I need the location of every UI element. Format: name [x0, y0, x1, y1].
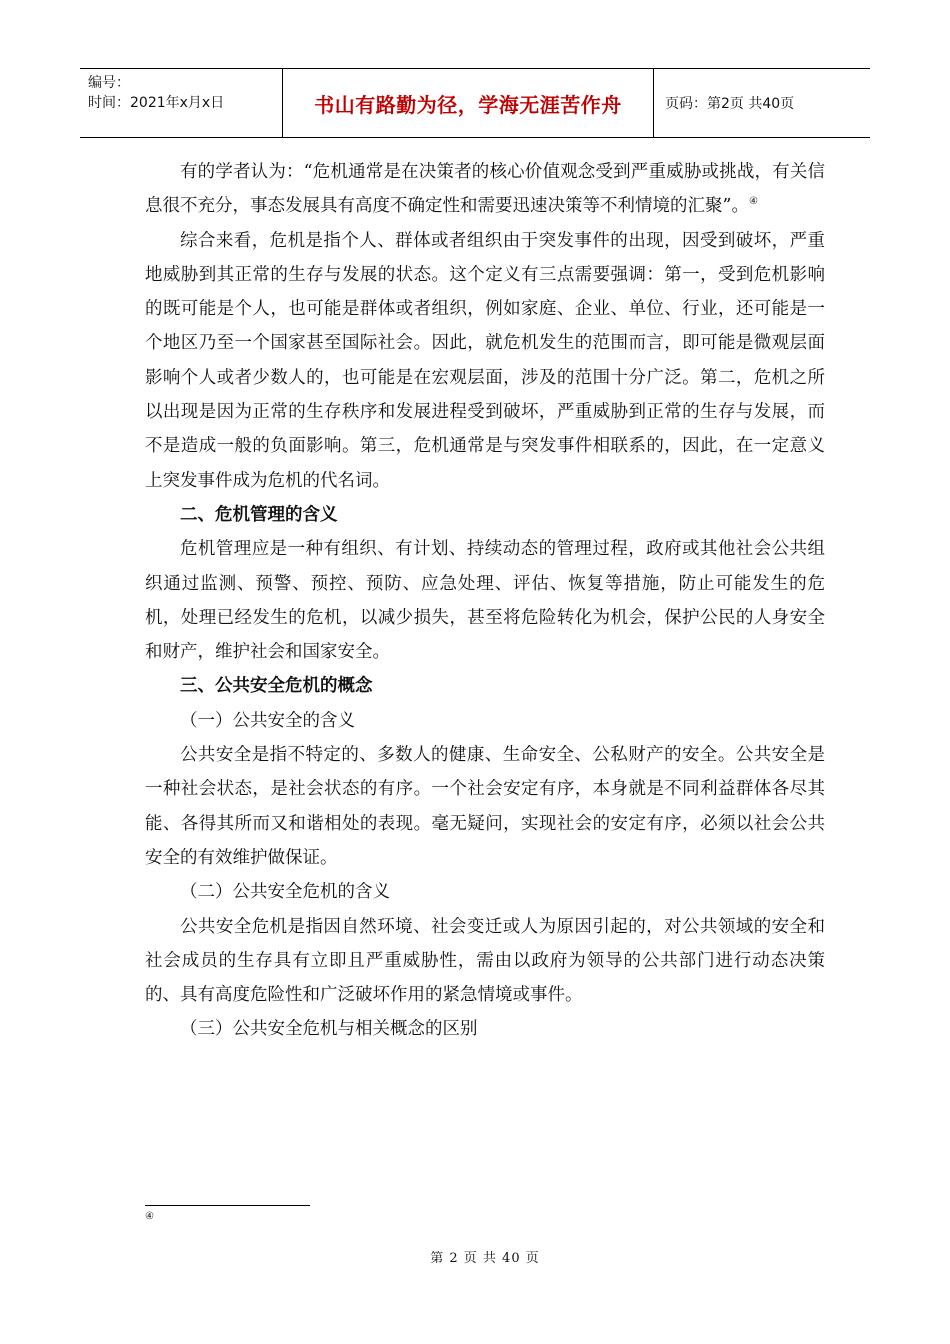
page-footer: 第 2 页 共 40 页 — [430, 1251, 540, 1266]
footnote-ref: ④ — [748, 196, 758, 208]
subsection-heading-3: （三）公共安全危机与相关概念的区别 — [180, 1019, 478, 1040]
paragraph-1 — [145, 155, 825, 224]
subsection-heading-2: （二）公共安全危机的含义 — [180, 882, 390, 903]
document-body — [145, 155, 825, 1047]
footnote-mark: ④ — [145, 1211, 154, 1222]
paragraph-1-text: 有的学者认为：“危机通常是在决策者的核心价值观念受到严重威胁或挑战，有关信息很不充分，事态发展具有高度不确定性和需要迅速决策等不利情境的汇聚”。 — [145, 162, 825, 217]
paragraph-5: 公共安全危机是指因自然环境、社会变迁或人为原因引起的，对公共领域的安全和社会成员的生存具有立即且严重威胁性，需由以政府为领导的公共部门进行动态决策的、具有高度危险性和广泛破坏作用的紧急情境或事件。 — [145, 916, 825, 1006]
section-heading-2: 二、危机管理的含义 — [180, 504, 338, 525]
section-heading-3: 三、公共安全危机的概念 — [180, 676, 373, 697]
document-header — [80, 68, 870, 138]
header-meta-cell — [80, 69, 283, 137]
paragraph-4: 公共安全是指不特定的、多数人的健康、生命安全、公私财产的安全。公共安全是一种社会状态，是社会状态的有序。一个社会安定有序，本身就是不同利益群体各尽其能、各得其所而又和谐相处的表现。毫无疑问，实现社会的安定有序，必须以社会公共安全的有效维护做保证。 — [145, 745, 825, 868]
header-motto: 书山有路勤为径，学海无涯苦作舟 — [283, 69, 654, 137]
footnote-divider — [145, 1205, 310, 1206]
date-label: 时间：2021年x月x日 — [88, 95, 225, 111]
header-page-info: 页码：第2页 共40页 — [665, 96, 795, 112]
paragraph-2: 综合来看，危机是指个人、群体或者组织由于突发事件的出现，因受到破坏，严重地威胁到其正常的生存与发展的状态。这个定义有三点需要强调：第一，受到危机影响的既可能是个人，也可能是群体或者组织，例如家庭、企业、单位、行业，还可能是一个地区乃至一个国家甚至国际社会。因此，就危机发生的范围而言，即可能是微观层面影响个人或者少数人的，也可能是在宏观层面，涉及的范围十分广泛。第二，危机之所以出现是因为正常的生存秩序和发展进程受到破坏，严重威胁到正常的生存与发展，而不是造成一般的负面影响。第三，危机通常是与突发事件相联系的，因此，在一定意义上突发事件成为危机的代名词。 — [145, 230, 825, 491]
paragraph-3: 危机管理应是一种有组织、有计划、持续动态的管理过程，政府或其他社会公共组织通过监测、预警、预控、预防、应急处理、评估、恢复等措施，防止可能发生的危机，处理已经发生的危机，以减少损失，甚至将危险转化为机会，保护公民的人身安全和财产，维护社会和国家安全。 — [145, 539, 825, 663]
subsection-heading-1: （一）公共安全的含义 — [180, 710, 355, 731]
number-label: 编号： — [88, 75, 130, 91]
